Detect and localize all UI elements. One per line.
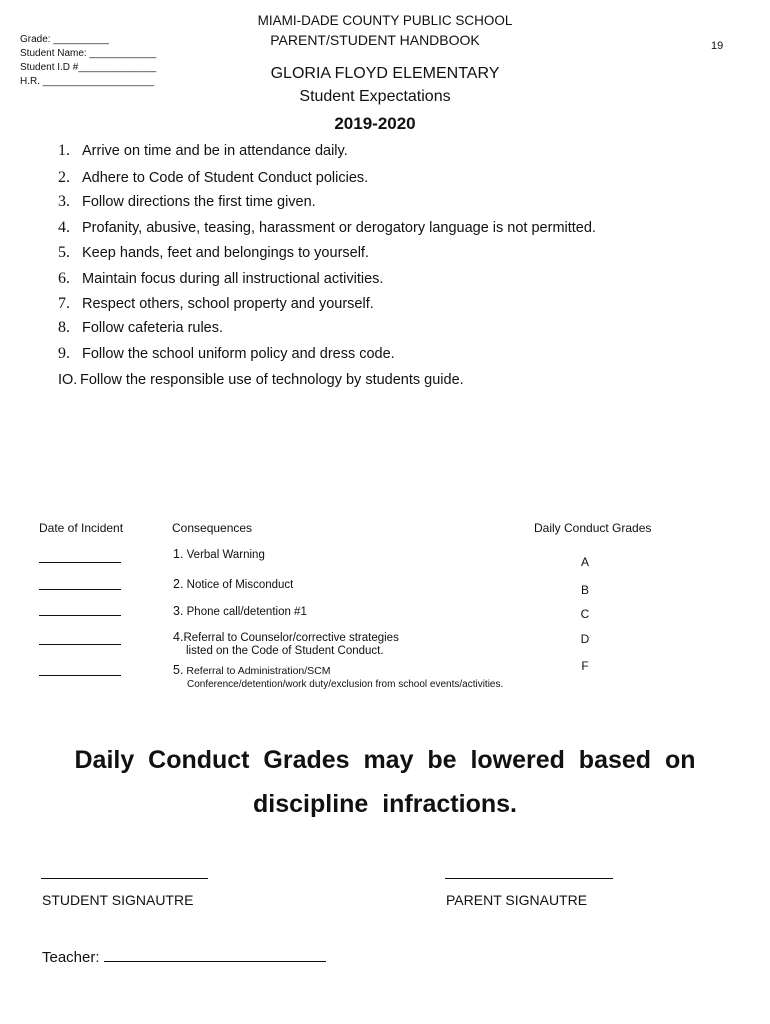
student-signature-label: STUDENT SIGNAUTRE bbox=[42, 892, 194, 908]
consequence-item: 2. Notice of Misconduct bbox=[173, 577, 294, 591]
list-item: 3. Follow directions the first time given. bbox=[58, 193, 316, 210]
list-item: 2. Adhere to Code of Student Conduct policies. bbox=[58, 169, 369, 186]
date-blank-line[interactable] bbox=[39, 615, 121, 616]
school-year: 2019-2020 bbox=[334, 114, 416, 133]
consequence-item: 1. Verbal Warning bbox=[173, 547, 265, 561]
consequence-item: 3. Phone call/detention #1 bbox=[173, 604, 307, 618]
consequence-item: 5. Referral to Administration/SCM Conference/detention/work duty/exclusion from school events/activities. bbox=[173, 663, 504, 690]
list-item: 5. Keep hands, feet and belongings to yourself. bbox=[58, 244, 369, 261]
homeroom-field: H.R. ____________________ bbox=[20, 76, 155, 87]
student-id-field: Student I.D #______________ bbox=[20, 62, 157, 73]
parent-signature-line[interactable] bbox=[445, 878, 613, 879]
consequence-item: 4.Referral to Counselor/corrective strategies listed on the Code of Student Conduct. bbox=[173, 630, 399, 657]
list-item: 1. Arrive on time and be in attendance daily. bbox=[58, 142, 348, 159]
list-item: 4. Profanity, abusive, teasing, harassment or derogatory language is not permitted. bbox=[58, 219, 596, 236]
date-blank-line[interactable] bbox=[39, 562, 121, 563]
grade-field: Grade: __________ bbox=[20, 34, 109, 45]
student-name-field: Student Name: ____________ bbox=[20, 48, 157, 59]
date-of-incident-header: Date of Incident bbox=[39, 521, 124, 535]
conduct-notice-line1: Daily Conduct Grades may be lowered based on bbox=[74, 746, 696, 774]
date-blank-line[interactable] bbox=[39, 675, 121, 676]
list-item: 6. Maintain focus during all instructional activities. bbox=[58, 270, 384, 287]
list-item: 7. Respect others, school property and yourself. bbox=[58, 295, 374, 312]
grade-letter: F bbox=[581, 659, 589, 673]
page-number: 19 bbox=[711, 40, 724, 52]
school-name: GLORIA FLOYD ELEMENTARY bbox=[270, 65, 500, 82]
grade-letter: B bbox=[580, 583, 589, 597]
consequences-header: Consequences bbox=[172, 521, 253, 535]
teacher-label: Teacher: bbox=[42, 949, 100, 966]
list-item: 9. Follow the school uniform policy and dress code. bbox=[58, 345, 395, 362]
expectations-title: Student Expectations bbox=[299, 88, 451, 105]
date-blank-line[interactable] bbox=[39, 589, 121, 590]
grade-letter: D bbox=[580, 632, 590, 646]
conduct-grades-header: Daily Conduct Grades bbox=[534, 521, 652, 535]
list-item: IO. Follow the responsible use of technology by students guide. bbox=[58, 372, 464, 388]
handbook-title: PARENT/STUDENT HANDBOOK bbox=[270, 32, 480, 48]
grade-letter: A bbox=[580, 555, 589, 569]
school-district-title: MIAMI-DADE COUNTY PUBLIC SCHOOL bbox=[257, 13, 513, 28]
teacher-field bbox=[42, 947, 326, 966]
student-signature-line[interactable] bbox=[41, 878, 208, 879]
conduct-notice-line2: discipline infractions. bbox=[253, 790, 517, 818]
grade-letter: C bbox=[580, 607, 590, 621]
date-blank-line[interactable] bbox=[39, 644, 121, 645]
teacher-signature-line[interactable] bbox=[104, 947, 326, 962]
parent-signature-label: PARENT SIGNAUTRE bbox=[446, 892, 588, 908]
list-item: 8. Follow cafeteria rules. bbox=[58, 319, 224, 336]
